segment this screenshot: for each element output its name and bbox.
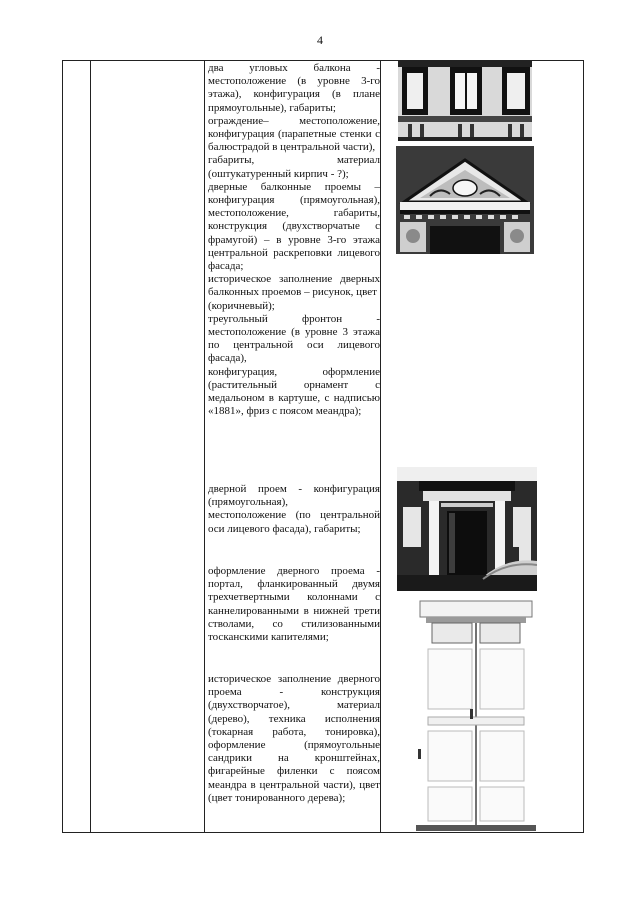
column-divider-2 [204, 61, 205, 832]
column-divider-3 [380, 61, 381, 832]
description-paragraph-doorway: дверной проем - конфигурация (прямоугольная), местоположение (по центральной оси лицевого фасада), габариты; [208, 483, 380, 535]
description-paragraph-balconies: два угловых балкона - местоположение (в уровне 3-го этажа), конфигурация (в плане прямоугольные), габариты; ограждение– местоположение, конфигурация (парапетные стенки с балюстрадой в центральной части), габариты, материал (оштукатуренный кирпич - ?); дверные балконные проемы – конфигурация (прямоугольная), местоположение, габариты, конструкция (двухстворчатые с фрамугой) – в уровне 3-го этажа центральной раскреповки лицевого фасада; историческое заполнение дверных балконных проемов – рисунок, цвет (коричневый); треугольный фронтон - местоположение (в уровне 3 этажа по центральной оси лицевого фасада), конфигурация, оформление (растительный орнамент с медальоном в картуше, с надписью «1881», фриз с поясом меандра); [208, 62, 380, 418]
balcony-photo [398, 61, 532, 141]
door-photo [416, 599, 536, 831]
column-divider-1 [90, 61, 91, 832]
description-paragraph-door-filling: историческое заполнение дверного проема - конструкция (двухстворчатое), материал (дерево), техника исполнения (токарная работа, тонировка), оформление (прямоугольные сандрики на кронштейнах, фигарейные филенки с поясом меандра в центральной части), цвет (цвет тонированного дерева); [208, 673, 380, 804]
portal-photo [397, 467, 537, 591]
table [62, 60, 584, 833]
page-number: 4 [317, 33, 323, 47]
pediment-photo [396, 146, 534, 254]
description-paragraph-portal: оформление дверного проема - портал, фланкированный двумя трехчетвертными колоннами с каннелированными в нижней трети стволами, со стилизованными тосканскими капителями; [208, 565, 380, 644]
